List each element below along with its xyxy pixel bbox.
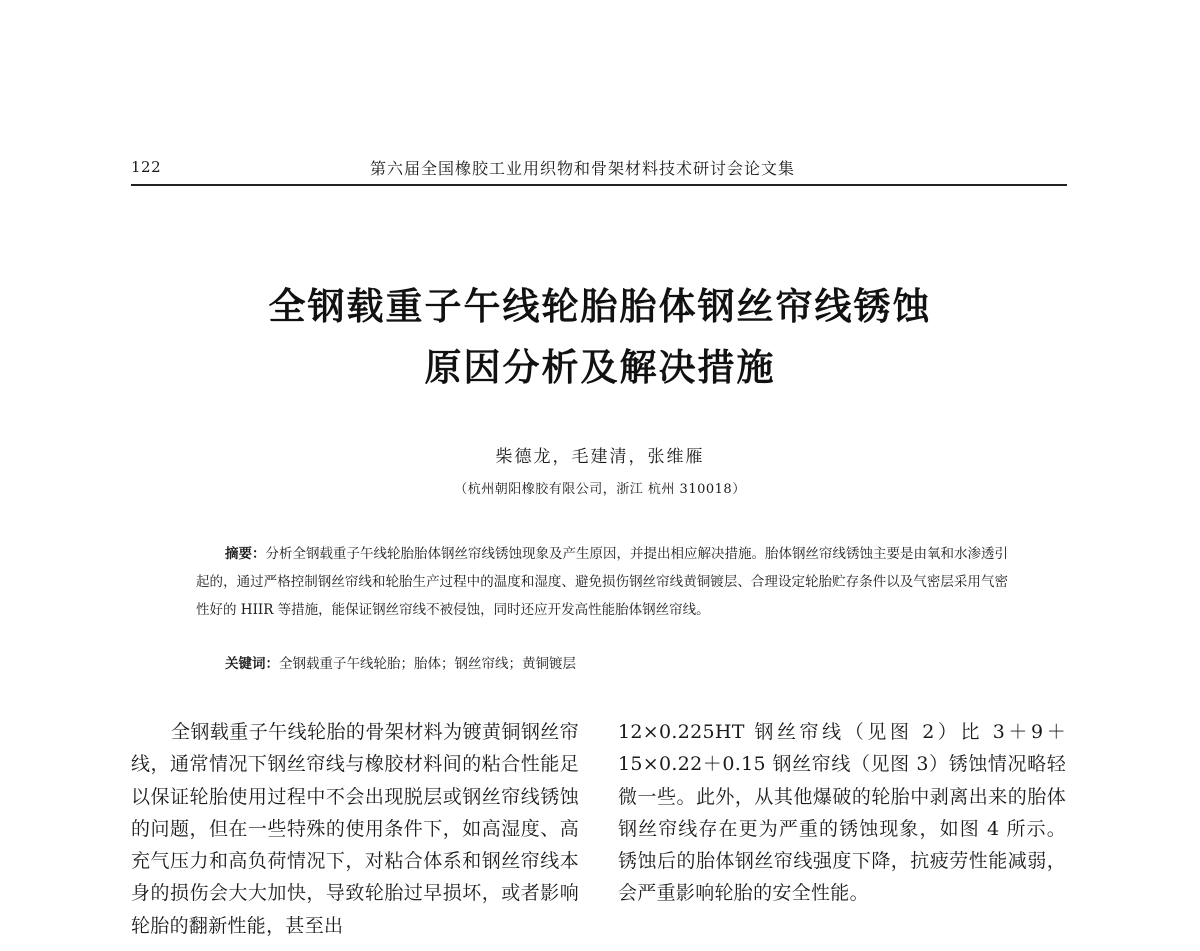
affiliation: （杭州朝阳橡胶有限公司，浙江 杭州 310018）	[454, 482, 746, 497]
authors: 柴德龙，毛建清，张维雁	[495, 447, 705, 467]
keywords	[225, 652, 576, 672]
abstract-text: 分析全钢载重子午线轮胎胎体钢丝帘线锈蚀现象及产生原因，并提出相应解决措施。胎体钢丝帘线锈蚀主要是由氧和水渗透引起的，通过严格控制钢丝帘线和轮胎生产过程中的温度和湿度、避免损伤钢丝帘线黄铜镀层、合理设定轮胎贮存条件以及气密层采用气密性好的 HIIR 等措施，能保证钢丝帘线不被侵蚀，同时还应开发高性能胎体钢丝帘线。	[196, 546, 1008, 618]
keywords-label: 关键词：	[225, 656, 279, 672]
abstract-label: 摘要：	[225, 546, 266, 562]
abstract	[196, 540, 1008, 624]
body-left-column: 全钢载重子午线轮胎的骨架材料为镀黄铜钢丝帘线，通常情况下钢丝帘线与橡胶材料间的粘合性能足以保证轮胎使用过程中不会出现脱层或钢丝帘线锈蚀的问题，但在一些特殊的使用条件下，如高湿度、高充气压力和高负荷情况下，对粘合体系和钢丝帘线本身的损伤会大大加快，导致轮胎过早损坏，或者影响轮胎的翻新性能，甚至出	[131, 721, 579, 937]
body-right-column: 12×0.225HT 钢丝帘线（见图 2）比 3＋9＋15×0.22＋0.15 钢丝帘线（见图 3）锈蚀情况略轻微一些。此外，从其他爆破的轮胎中剥离出来的胎体钢丝帘线存在更为严重的锈蚀现象，如图 4 所示。锈蚀后的胎体钢丝帘线强度下降，抗疲劳性能减弱，会严重影响轮胎的安全性能。	[618, 721, 1066, 905]
paper-title-line-1: 全钢载重子午线轮胎胎体钢丝帘线锈蚀	[268, 285, 932, 328]
header-rule	[131, 184, 1067, 186]
running-head: 第六届全国橡胶工业用织物和骨架材料技术研讨会论文集	[370, 159, 796, 178]
paper-title-line-2: 原因分析及解决措施	[424, 346, 776, 389]
page-number: 122	[131, 158, 162, 176]
keywords-text: 全钢载重子午线轮胎；胎体；钢丝帘线；黄铜镀层	[279, 656, 576, 672]
